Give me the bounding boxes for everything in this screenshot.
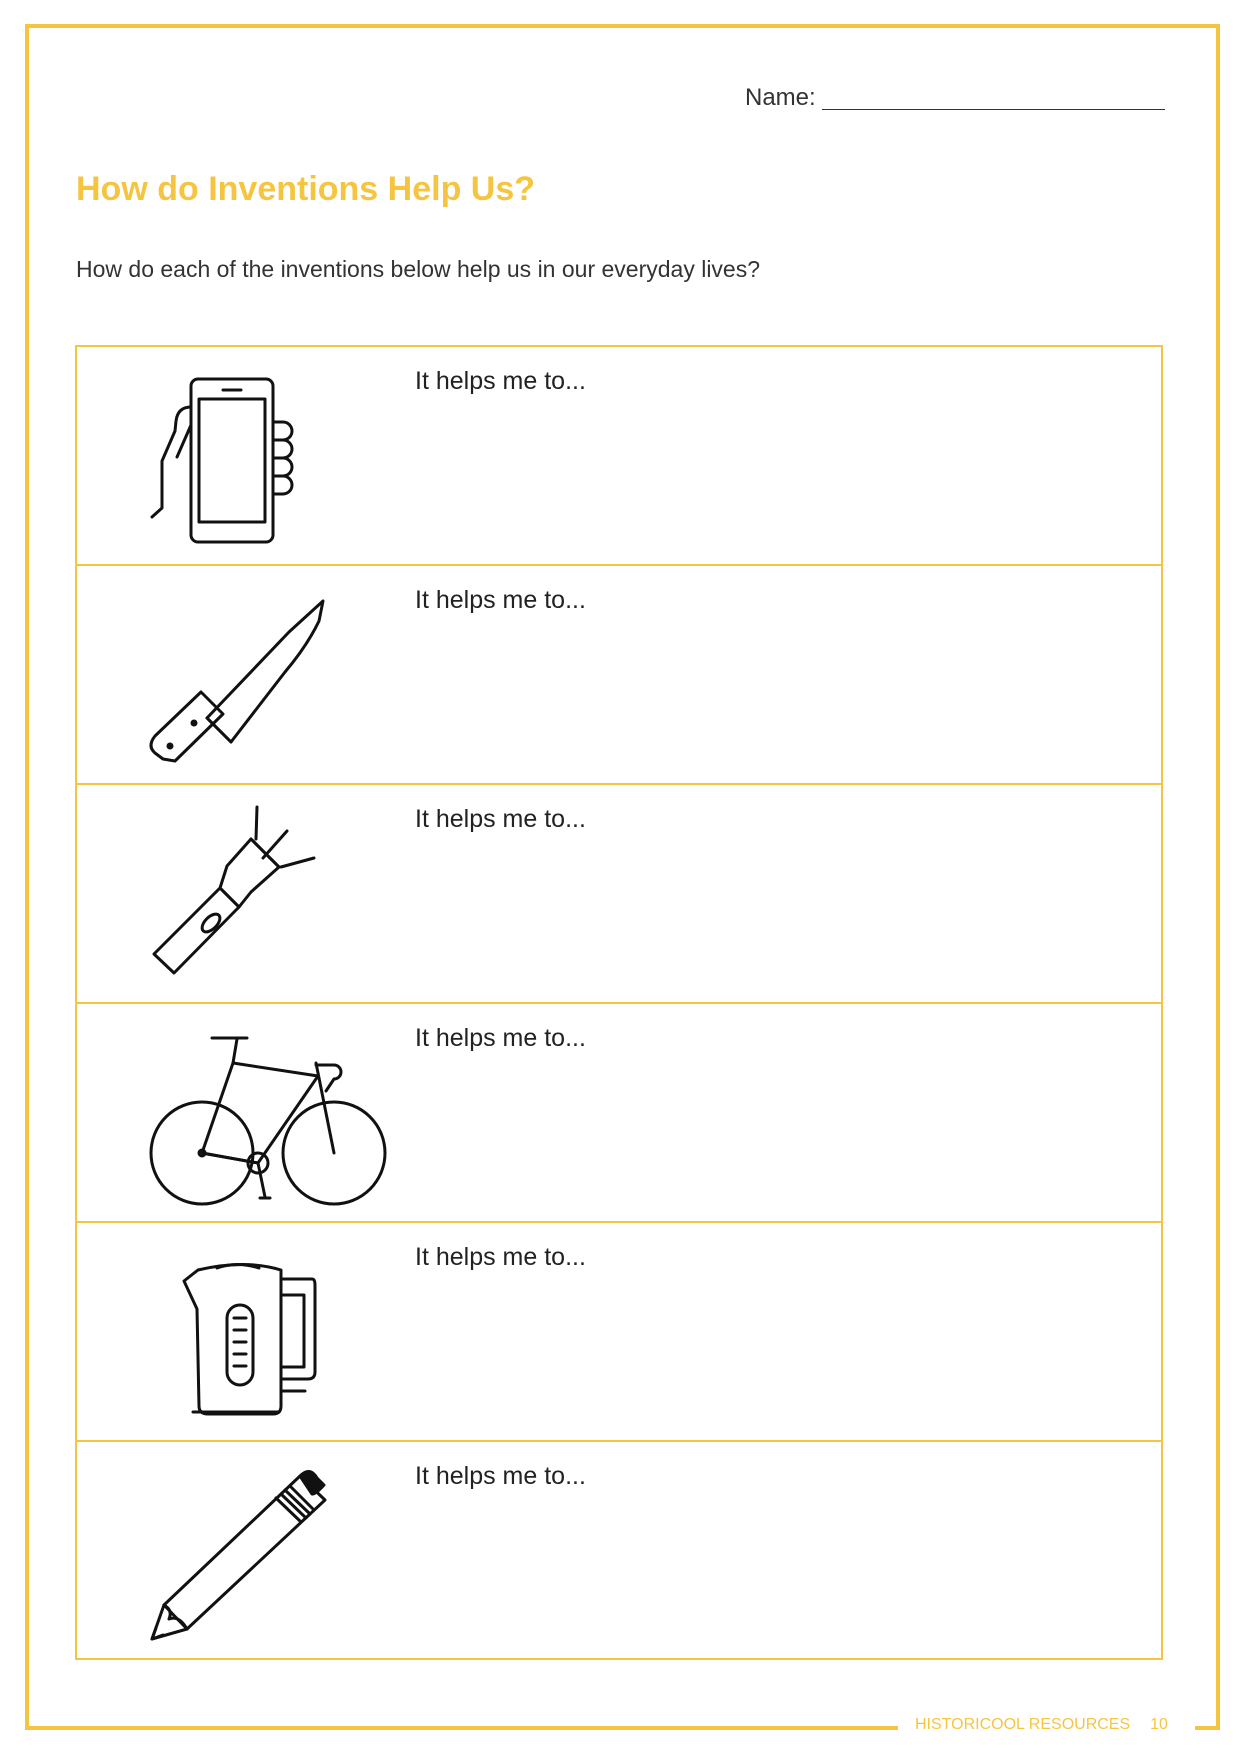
page-frame-top xyxy=(25,24,1220,28)
page-frame-bottom-left xyxy=(25,1726,898,1730)
table-row-bicycle xyxy=(77,1004,1161,1223)
table-row-kettle xyxy=(77,1223,1161,1442)
table-row-pencil xyxy=(77,1442,1161,1661)
row-prompt-pencil: It helps me to... xyxy=(415,1462,586,1490)
flashlight-icon xyxy=(107,795,427,995)
table-row-flashlight xyxy=(77,785,1161,1004)
page-frame-bottom-right xyxy=(1195,1726,1220,1730)
row-prompt-knife: It helps me to... xyxy=(415,586,586,614)
row-prompt-kettle: It helps me to... xyxy=(415,1243,586,1271)
footer-brand: HISTORICOOL RESOURCES xyxy=(915,1716,1131,1733)
pencil-icon xyxy=(107,1452,427,1652)
page-title: How do Inventions Help Us? xyxy=(76,170,536,208)
row-prompt-flashlight: It helps me to... xyxy=(415,805,586,833)
bicycle-icon xyxy=(107,1014,427,1214)
name-write-line[interactable] xyxy=(822,87,1165,110)
name-field xyxy=(745,78,1165,110)
page-frame-left xyxy=(25,24,29,1730)
page-number: 10 xyxy=(1150,1716,1168,1733)
inventions-table xyxy=(75,345,1163,1660)
kettle-icon xyxy=(107,1233,427,1433)
table-row-smartphone xyxy=(77,347,1161,566)
page-subtitle: How do each of the inventions below help us in our everyday lives? xyxy=(76,256,761,282)
row-prompt-smartphone: It helps me to... xyxy=(415,367,586,395)
name-label: Name: xyxy=(745,84,816,111)
footer xyxy=(915,1710,1168,1740)
table-row-knife xyxy=(77,566,1161,785)
row-prompt-bicycle: It helps me to... xyxy=(415,1024,586,1052)
page-frame-right xyxy=(1216,24,1220,1730)
knife-icon xyxy=(107,576,427,776)
smartphone-icon xyxy=(107,357,427,557)
